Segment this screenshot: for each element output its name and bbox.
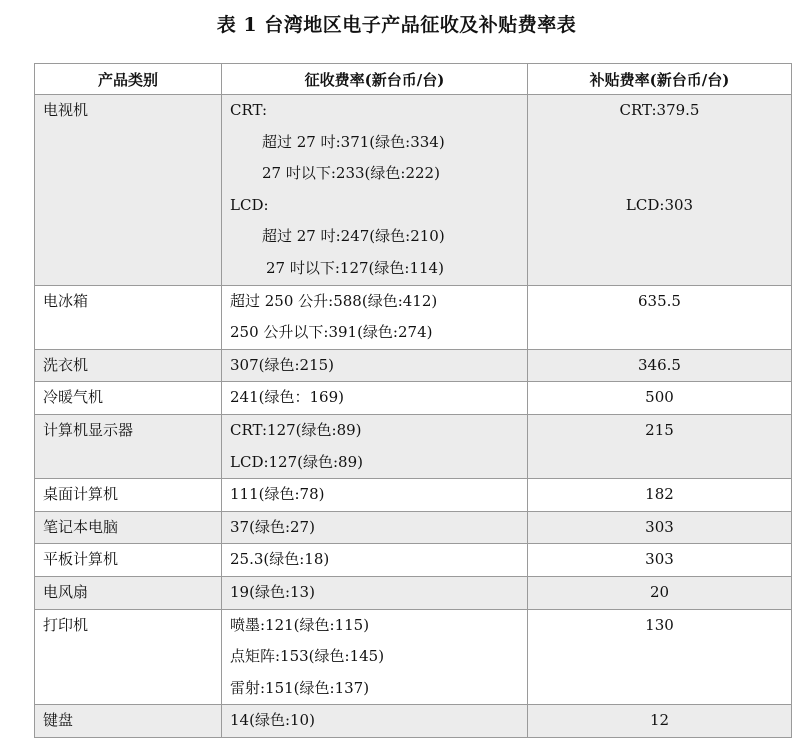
table-body <box>35 95 792 738</box>
table-row <box>35 576 792 609</box>
rate-table <box>34 63 792 738</box>
levy-cell: 37(绿色:27) <box>222 511 528 544</box>
levy-cell: CRT:127(绿色:89) LCD:127(绿色:89) <box>222 414 528 478</box>
levy-cell: CRT: 超过 27 吋:371(绿色:334) 27 吋以下:233(绿色:222) LCD: 超过 27 吋:247(绿色:210) 27 吋以下:127(绿色:114) <box>222 95 528 286</box>
levy-cell: 307(绿色:215) <box>222 349 528 382</box>
subsidy-cell: 12 <box>528 705 792 738</box>
category-cell: 桌面计算机 <box>35 479 222 512</box>
category-cell: 电冰箱 <box>35 285 222 349</box>
table-title: 表 1 台湾地区电子产品征收及补贴费率表 <box>216 14 577 36</box>
category-cell: 打印机 <box>35 609 222 705</box>
category-cell: 电视机 <box>35 95 222 286</box>
category-cell: 洗衣机 <box>35 349 222 382</box>
subsidy-cell: 346.5 <box>528 349 792 382</box>
header-subsidy-rate: 补贴费率(新台币/台) <box>528 64 792 95</box>
table-row <box>35 349 792 382</box>
table-row <box>35 479 792 512</box>
category-cell: 计算机显示器 <box>35 414 222 478</box>
table-row <box>35 705 792 738</box>
levy-cell: 喷墨:121(绿色:115) 点矩阵:153(绿色:145) 雷射:151(绿色:137) <box>222 609 528 705</box>
category-cell: 笔记本电脑 <box>35 511 222 544</box>
table-row <box>35 382 792 415</box>
header-levy-rate: 征收费率(新台币/台) <box>222 64 528 95</box>
subsidy-cell: 182 <box>528 479 792 512</box>
levy-cell: 超过 250 公升:588(绿色:412) 250 公升以下:391(绿色:274) <box>222 285 528 349</box>
subsidy-cell: 635.5 <box>528 285 792 349</box>
category-cell: 键盘 <box>35 705 222 738</box>
table-row <box>35 511 792 544</box>
levy-cell: 25.3(绿色:18) <box>222 544 528 577</box>
table-row <box>35 609 792 705</box>
subsidy-cell: 130 <box>528 609 792 705</box>
table-row <box>35 544 792 577</box>
table-row <box>35 414 792 478</box>
table-header-row <box>35 64 792 95</box>
category-cell: 电风扇 <box>35 576 222 609</box>
subsidy-cell: 303 <box>528 511 792 544</box>
subsidy-cell: 303 <box>528 544 792 577</box>
levy-cell: 14(绿色:10) <box>222 705 528 738</box>
subsidy-cell: 500 <box>528 382 792 415</box>
levy-cell: 111(绿色:78) <box>222 479 528 512</box>
levy-cell: 241(绿色：169) <box>222 382 528 415</box>
subsidy-cell: CRT:379.5 LCD:303 <box>528 95 792 286</box>
header-category: 产品类别 <box>35 64 222 95</box>
table-row <box>35 95 792 286</box>
category-cell: 平板计算机 <box>35 544 222 577</box>
category-cell: 冷暖气机 <box>35 382 222 415</box>
subsidy-cell: 215 <box>528 414 792 478</box>
levy-cell: 19(绿色:13) <box>222 576 528 609</box>
subsidy-cell: 20 <box>528 576 792 609</box>
table-row <box>35 285 792 349</box>
